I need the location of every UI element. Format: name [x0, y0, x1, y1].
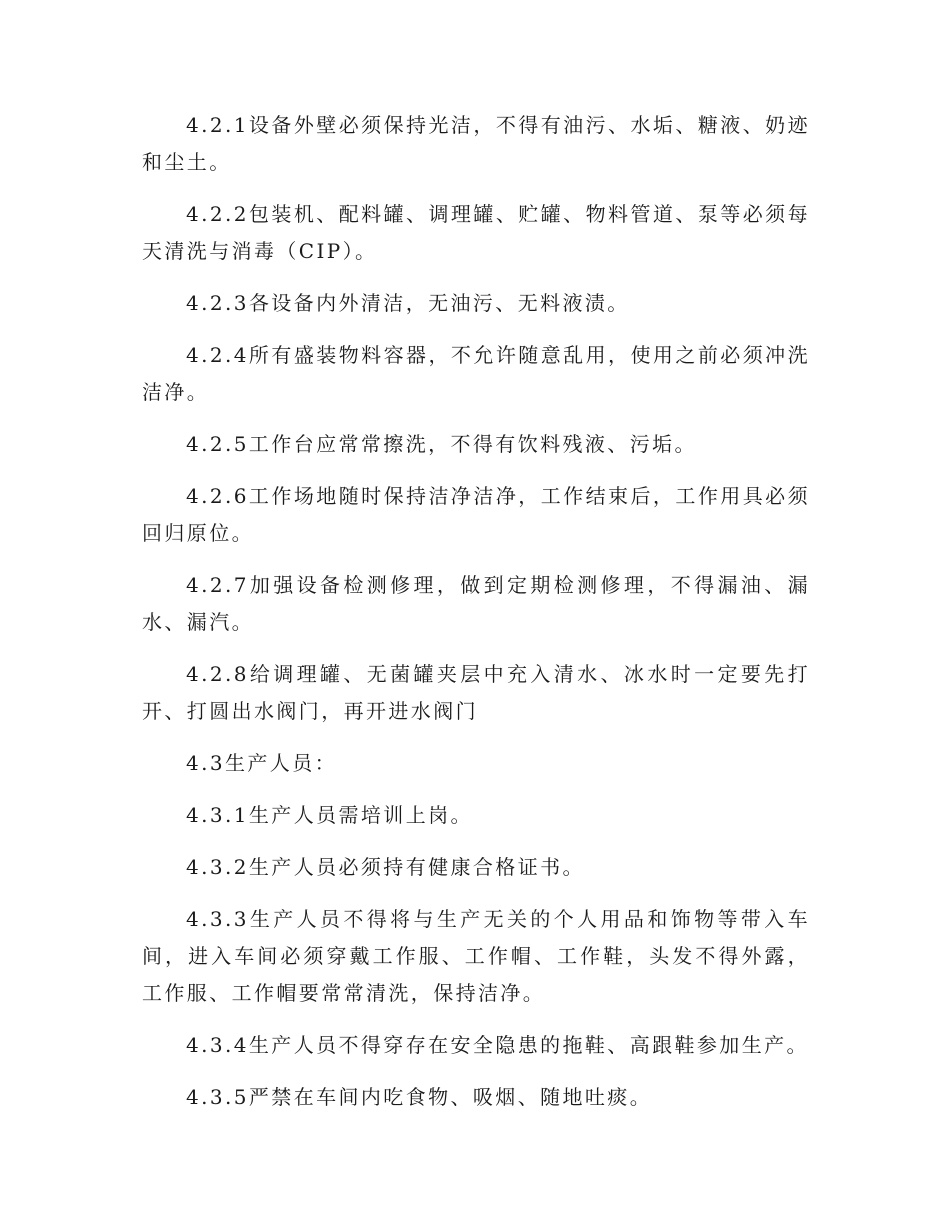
paragraph-4-3-3: 4.3.3生产人员不得将与生产无关的个人用品和饰物等带入车间，进入车间必须穿戴工作服、工作帽、工作鞋，头发不得外露，工作服、工作帽要常常清洗，保持洁净。 [142, 907, 810, 1005]
paragraph-4-3-5: 4.3.5严禁在车间内吃食物、吸烟、随地吐痰。 [186, 1085, 653, 1109]
paragraph-4-2-3: 4.2.3各设备内外清洁，无油污、无料液渍。 [186, 291, 630, 315]
paragraph-4-2-6: 4.2.6工作场地随时保持洁净洁净，工作结束后，工作用具必须回归原位。 [142, 484, 810, 545]
paragraph-4-2-7: 4.2.7加强设备检测修理，做到定期检测修理，不得漏油、漏水、漏汽。 [142, 573, 810, 634]
paragraph-4-2-2: 4.2.2包装机、配料罐、调理罐、贮罐、物料管道、泵等必须每天清洗与消毒（CIP）。 [142, 202, 810, 263]
section-heading-4-3: 4.3生产人员： [186, 751, 338, 775]
paragraph-4-2-5: 4.2.5工作台应常常擦洗，不得有饮料残液、污垢。 [186, 432, 697, 456]
document-body [142, 107, 810, 1131]
paragraph-4-2-4: 4.2.4所有盛装物料容器，不允许随意乱用，使用之前必须冲洗洁净。 [142, 343, 810, 404]
paragraph-4-2-8: 4.2.8给调理罐、无菌罐夹层中充入清水、冰水时一定要先打开、打圆出水阀门，再开进水阀门 [142, 662, 810, 723]
paragraph-4-2-1: 4.2.1设备外壁必须保持光洁，不得有油污、水垢、糖液、奶迹和尘土。 [142, 113, 810, 174]
paragraph-4-3-2: 4.3.2生产人员必须持有健康合格证书。 [186, 855, 585, 879]
paragraph-4-3-4: 4.3.4生产人员不得穿存在安全隐患的拖鞋、高跟鞋参加生产。 [186, 1033, 809, 1057]
paragraph-4-3-1: 4.3.1生产人员需培训上岗。 [186, 803, 473, 827]
